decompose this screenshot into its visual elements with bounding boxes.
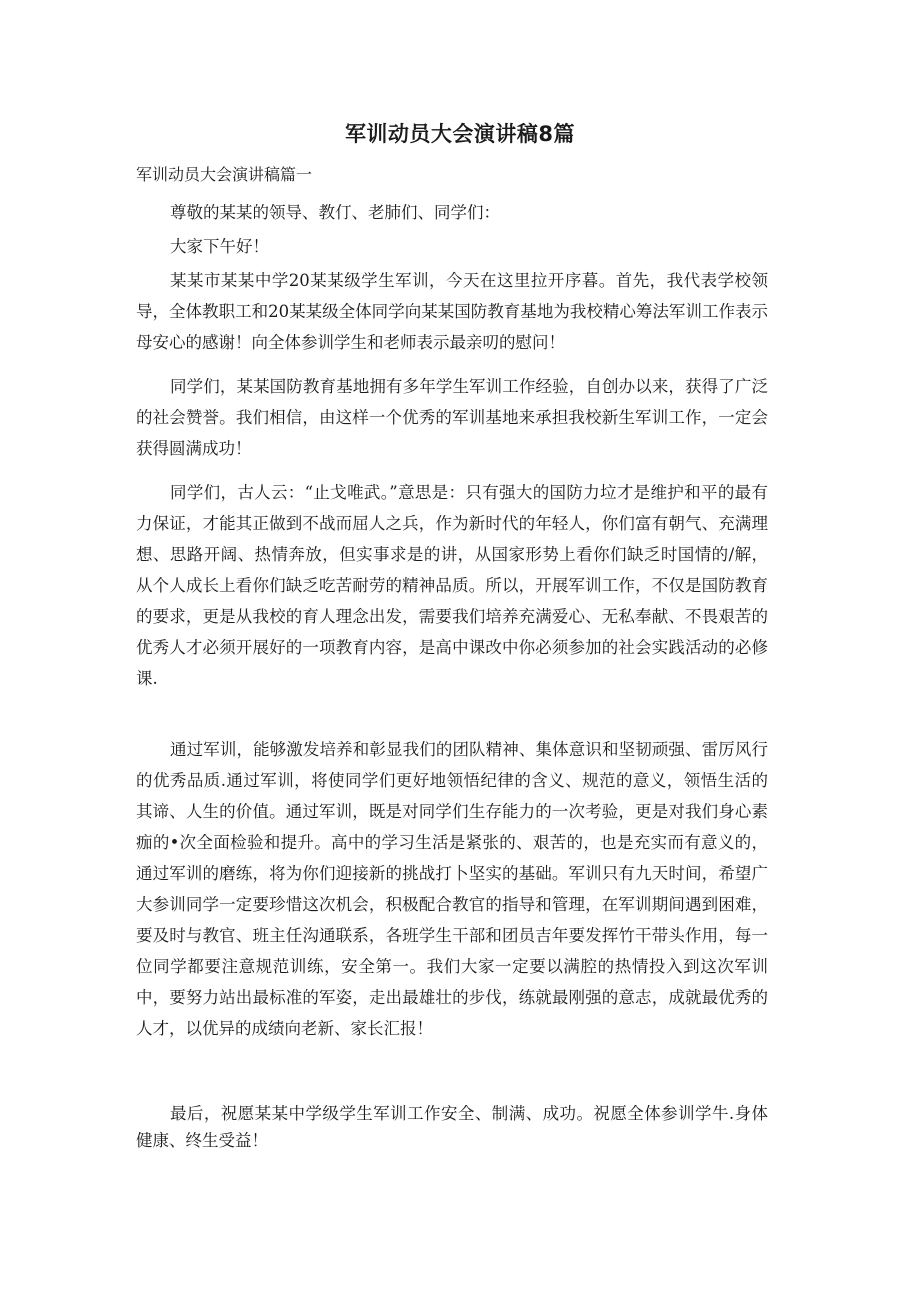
paragraph-opening: 某某市某某中学20某某级学生军训，今天在这里拉开序暮。首先，我代表学校领导，全体教职工和20某某级全体同学向某某国防教育基地为我校精心筹法军训工作表示母安心的感谢！向全体参训学生和老师表示最亲叨的慰问！ bbox=[136, 271, 768, 352]
paragraph-national-defense: 同学们，古人云：“止戈唯武。”意思是：只有强大的国防力垃才是维护和平的最有力保证，才能其正做到不战而屈人之兵，作为新时代的年轻人，你们富有朝气、充满理想、思路开阔、热情奔放，但实事求是的讲，从国家形势上看你们缺乏时国情的/解，从个人成长上看你们缺乏吃苦耐劳的精神品质。所以，开展军训工作，不仅是国防教育的要求，更是从我校的育人理念出发，需要我们培养充满爱心、无私奉献、不畏艰苦的优秀人才必须开展好的一项教育内容，是高中课改中你必须参加的社会实践活动的必修课. bbox=[136, 483, 768, 688]
paragraph-greeting: 大家下午好！ bbox=[170, 237, 269, 256]
paragraph-closing: 最后，祝愿某某中学级学生军训工作安全、制满、成功。祝愿全体参训学牛.身体健康、终生受益！ bbox=[136, 1104, 768, 1150]
paragraph-training-benefits: 通过军训，能够激发培养和彰显我们的团队精神、集体意识和坚韧顽强、雷厉风行的优秀品质.通过军训，将使同学们更好地领悟纪律的含义、规范的意义，领悟生活的其谛、人生的价值。通过军训，既是对同学们生存能力的一次考验，更是对我们身心素痂的•次全面检验和提升。高中的学习生活是紧张的、艰苦的，也是充实而有意义的，通过军训的磨练，将为你们迎接新的挑战打卜坚实的基础。军训只有九天时间，希望广大参训同学一定要珍惜这次机会，积极配合教官的指导和管理，在军训期间遇到困难，要及时与教官、班主任沟通联系，各班学生干部和团员吉年要发挥竹干带头作用，每一位同学都要注意规范训练，安全第一。我们大家一定要以满腔的热情投入到这次军训中，要努力站出最标准的军姿，走出最雄壮的步伐，练就最刚强的意志，成就最优秀的人才，以优异的成绩向老新、家长汇报！ bbox=[136, 740, 768, 1038]
document-title: 军训动员大会演讲稿8篇 bbox=[344, 122, 576, 146]
paragraph-salutation: 尊敬的某某的领导、教仃、老肺们、同学们： bbox=[170, 203, 500, 222]
section-title: 军训动员大会演讲稿篇一 bbox=[136, 165, 313, 184]
paragraph-base-intro: 同学们，某某国防教育基地拥有多年学生军训工作经验，自创办以来，获得了广泛的社会赞誉。我们相信，由这样一个优秀的军训基地来承担我校新生军训工作，一定会获得圆满成功！ bbox=[136, 377, 768, 458]
